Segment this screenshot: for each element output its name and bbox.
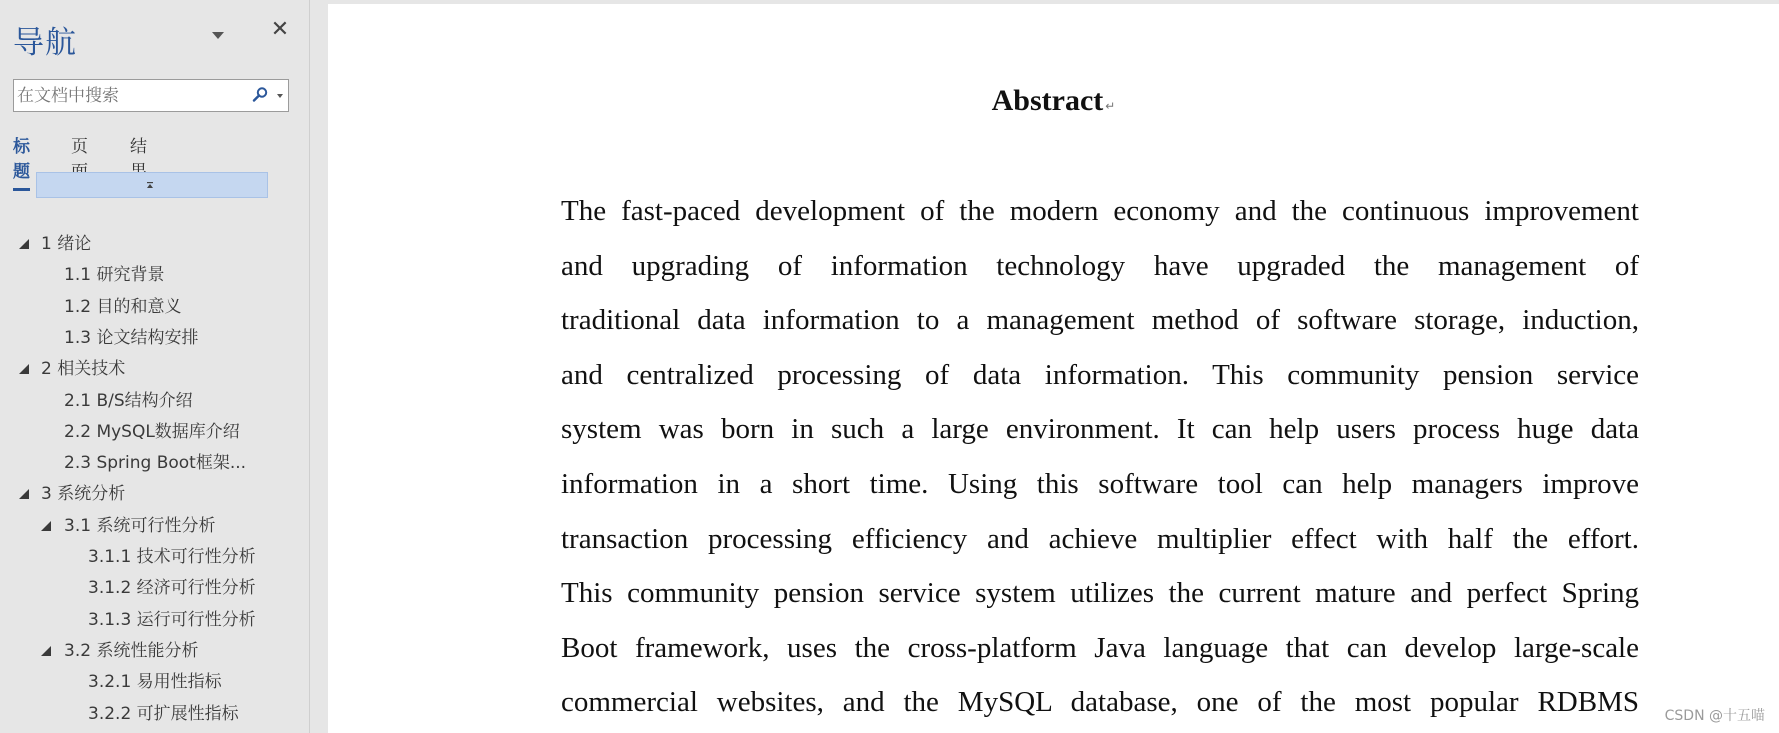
outline-item-label: 1.2 目的和意义	[64, 296, 182, 317]
outline-item-label: 3 系统分析	[41, 484, 126, 505]
outline-item-label: 3.1.3 运行可行性分析	[88, 609, 256, 630]
expand-triangle-icon[interactable]	[19, 489, 29, 499]
heading-outline	[0, 230, 310, 733]
outline-item[interactable]	[0, 543, 300, 571]
document-page[interactable]	[328, 4, 1779, 733]
outline-item-label: 2.1 B/S结构介绍	[64, 390, 193, 411]
outline-item-label: 2.3 Spring Boot框架...	[64, 453, 247, 474]
outline-item[interactable]	[0, 606, 300, 634]
paragraph-line: and upgrading of information technology have upgraded the management of	[561, 249, 1639, 282]
expand-triangle-icon[interactable]	[19, 239, 29, 249]
outline-item-label: 3.2 系统性能分析	[64, 640, 199, 661]
collapse-up-icon	[145, 181, 155, 191]
search-box[interactable]	[13, 79, 289, 112]
outline-item-label: 3.1.1 技术可行性分析	[88, 547, 256, 567]
paragraph-line: The fast-paced development of the modern economy and the continuous improvement	[561, 195, 1639, 227]
outline-item[interactable]	[0, 700, 300, 728]
paragraph-line: Boot framework, uses the cross-platform Java language that can develop large-scale	[561, 631, 1639, 664]
outline-item-label: 3.2.2 可扩展性指标	[88, 703, 239, 724]
outline-item[interactable]	[0, 355, 300, 383]
outline-item[interactable]	[0, 418, 300, 446]
paragraph-line: traditional data information to a management method of software storage, induction,	[561, 304, 1639, 337]
paragraph-line: This community pension service system utilizes the current mature and perfect Spring	[561, 577, 1639, 610]
outline-item[interactable]	[0, 574, 300, 602]
tab-pages[interactable]: 页	[71, 137, 88, 157]
outline-item-label: 3.2.1 易用性指标	[88, 672, 222, 693]
outline-item-label: 1 绪论	[41, 234, 92, 254]
outline-item[interactable]	[0, 449, 300, 477]
outline-item[interactable]	[0, 512, 300, 540]
expand-triangle-icon[interactable]	[19, 364, 29, 374]
search-options-chevron-down-icon[interactable]	[277, 94, 283, 98]
search-input[interactable]	[14, 80, 242, 111]
outline-item[interactable]	[0, 293, 300, 321]
abstract-title: Abstract	[991, 84, 1104, 117]
search-icon[interactable]	[251, 86, 269, 104]
paragraph-line: system was born in such a large environment. It can help users process huge data	[561, 413, 1639, 446]
document-heading	[328, 84, 1779, 118]
outline-item[interactable]	[0, 637, 300, 665]
collapse-all-button[interactable]	[36, 172, 268, 198]
paragraph-line: and centralized processing of data information. This community pension service	[561, 358, 1639, 391]
tab-headings[interactable]: 标题	[13, 132, 30, 191]
paragraph-line: transaction processing efficiency and achieve multiplier effect with half the effort.	[561, 522, 1639, 555]
tab-results[interactable]: 结	[130, 137, 147, 157]
outline-item[interactable]	[0, 230, 300, 258]
paragraph-mark-icon: ↵	[1105, 99, 1116, 113]
navigation-pane	[0, 0, 310, 733]
outline-item[interactable]	[0, 668, 300, 696]
outline-item[interactable]	[0, 324, 300, 352]
outline-item-label: 2 相关技术	[41, 359, 126, 380]
navigation-title: 导航	[13, 25, 77, 61]
paragraph-line: information in a short time. Using this software tool can help managers improve	[561, 467, 1639, 500]
outline-item-label: 1.1 研究背景	[64, 265, 165, 286]
expand-triangle-icon[interactable]	[41, 646, 51, 656]
paragraph-line: commercial websites, and the MySQL database, one of the most popular RDBMS	[561, 686, 1639, 719]
outline-item-label: 3.1 系统可行性分析	[64, 515, 216, 536]
outline-item[interactable]	[0, 387, 300, 415]
outline-item-label: 2.2 MySQL数据库介绍	[64, 421, 240, 442]
expand-triangle-icon[interactable]	[41, 521, 51, 531]
pane-options-dropdown-icon[interactable]	[212, 32, 224, 39]
outline-item-label: 3.1.2 经济可行性分析	[88, 578, 256, 599]
abstract-paragraph	[561, 184, 1639, 730]
outline-item-label: 1.3 论文结构安排	[64, 327, 199, 348]
outline-item[interactable]	[0, 480, 300, 508]
watermark: CSDN @十五喵	[1664, 708, 1765, 724]
close-pane-button[interactable]: ✕	[270, 17, 290, 42]
outline-item[interactable]	[0, 261, 300, 289]
